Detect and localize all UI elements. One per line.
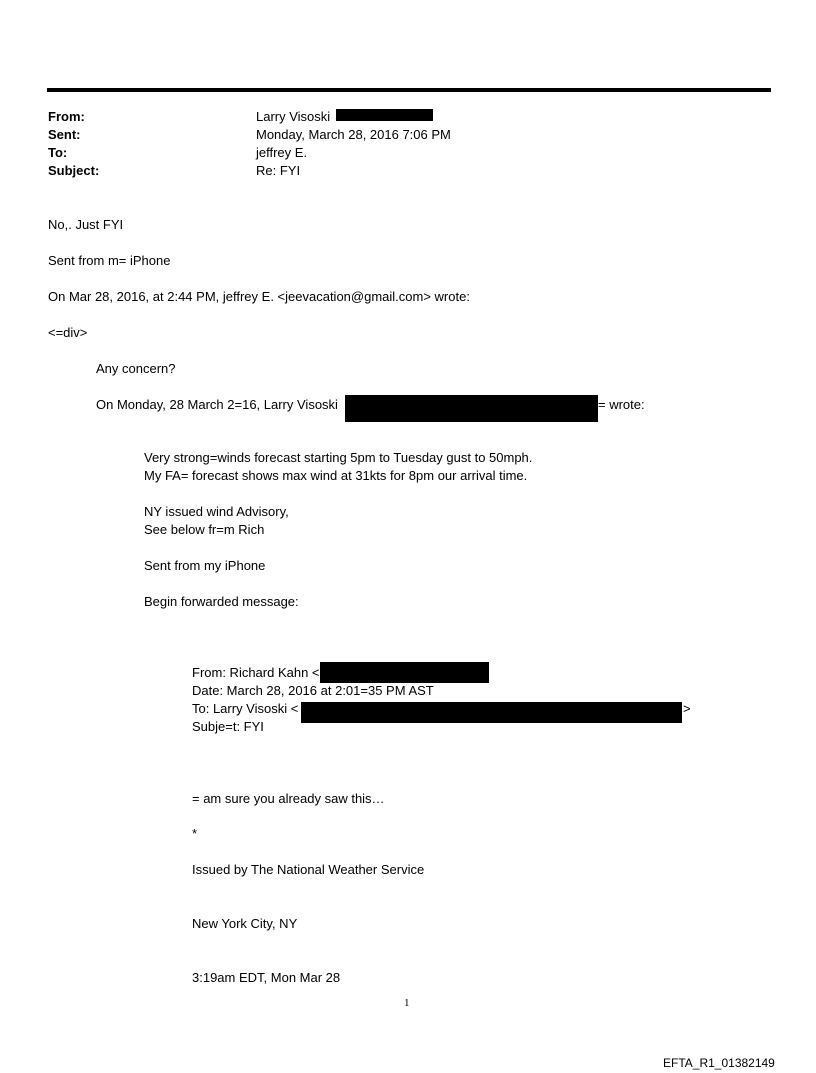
header-rule xyxy=(47,88,771,92)
quote-line: See below fr=m Rich xyxy=(144,522,265,537)
from-value: Larry Visoski xyxy=(256,109,331,124)
redaction-email xyxy=(320,662,489,683)
quote-line: Begin forwarded message: xyxy=(144,594,299,609)
subject-value: Re: FYI xyxy=(256,163,301,178)
quote-line: = wrote: xyxy=(598,397,645,412)
sent-label: Sent: xyxy=(48,127,81,142)
body-line: No,. Just FYI xyxy=(48,217,124,232)
body-line: On Mar 28, 2016, at 2:44 PM, jeffrey E. <jeevacation@gmail.com> wrote: xyxy=(48,289,470,304)
sent-value: Monday, March 28, 2016 7:06 PM xyxy=(256,127,451,142)
forwarded-from: From: Richard Kahn < xyxy=(192,665,320,680)
forwarded-line: = am sure you already saw this… xyxy=(192,791,385,806)
forwarded-subject: Subje=t: FYI xyxy=(192,719,264,734)
forwarded-to-close: > xyxy=(683,701,691,716)
quote-line: On Monday, 28 March 2=16, Larry Visoski xyxy=(96,397,338,412)
redaction-from-email xyxy=(336,109,433,121)
forwarded-line: Issued by The National Weather Service xyxy=(192,862,425,877)
quote-line: Very strong=winds forecast starting 5pm to Tuesday gust to 50mph. xyxy=(144,450,533,465)
to-value: jeffrey E. xyxy=(256,145,308,160)
quote-line: Any concern? xyxy=(96,361,176,376)
forwarded-date: Date: March 28, 2016 at 2:01=35 PM AST xyxy=(192,683,434,698)
forwarded-line: * xyxy=(192,826,198,841)
redaction-email xyxy=(345,395,598,422)
quote-line: My FA= forecast shows max wind at 31kts for 8pm our arrival time. xyxy=(144,468,528,483)
forwarded-line: New York City, NY xyxy=(192,916,298,931)
redaction-email xyxy=(301,702,682,723)
quote-line: Sent from my iPhone xyxy=(144,558,266,573)
subject-label: Subject: xyxy=(48,163,100,178)
page-number: 1 xyxy=(404,997,410,1009)
body-line: Sent from m= iPhone xyxy=(48,253,171,268)
body-line: <=div> xyxy=(48,325,88,340)
from-label: From: xyxy=(48,109,85,124)
forwarded-line: 3:19am EDT, Mon Mar 28 xyxy=(192,970,341,985)
quote-line: NY issued wind Advisory, xyxy=(144,504,289,519)
forwarded-to: To: Larry Visoski < xyxy=(192,701,299,716)
bates-number: EFTA_R1_01382149 xyxy=(663,1056,775,1070)
to-label: To: xyxy=(48,145,68,160)
